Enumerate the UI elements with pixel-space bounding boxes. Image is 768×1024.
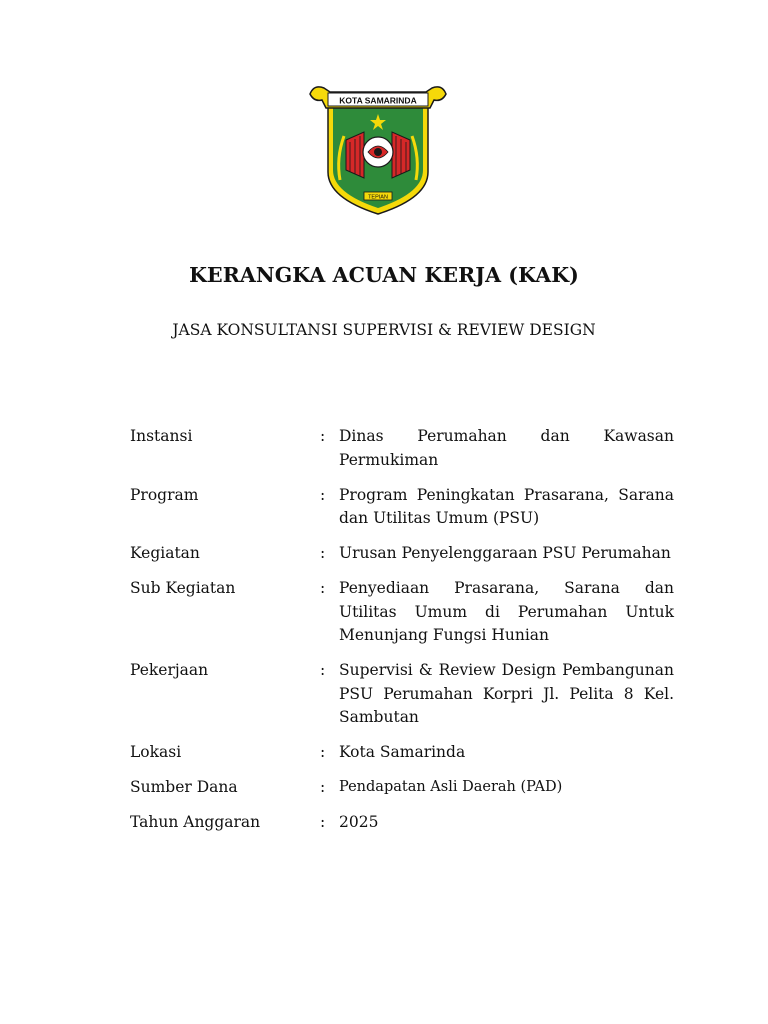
info-separator: : (320, 427, 326, 445)
svg-text:KOTA SAMARINDA: KOTA SAMARINDA (339, 95, 417, 106)
info-row-lokasi (130, 741, 674, 765)
info-label: Program (130, 485, 199, 504)
info-row-sub-kegiatan (130, 577, 674, 648)
info-separator: : (320, 579, 326, 597)
info-value: Supervisi & Review Design Pembangunan PSU Perumahan Korpri Jl. Pelita 8 Kel. Sambutan (339, 661, 674, 726)
info-value: 2025 (339, 813, 379, 831)
info-label: Lokasi (130, 743, 182, 761)
info-separator: : (320, 778, 326, 796)
info-value: Urusan Penyelenggaraan PSU Perumahan (339, 544, 671, 562)
info-value: Dinas Perumahan dan Kawasan Permukiman (339, 427, 674, 469)
info-value: Program Peningkatan Prasarana, Sarana dan Utilitas Umum (PSU) (339, 485, 674, 527)
info-value: Penyediaan Prasarana, Sarana dan Utilitas Umum di Perumahan Untuk Menunjang Fungsi Hunian (339, 579, 674, 644)
document-subtitle: JASA KONSULTANSI SUPERVISI & REVIEW DESIGN (172, 321, 596, 339)
info-separator: : (320, 813, 326, 831)
info-value: Pendapatan Asli Daerah (PAD) (339, 779, 563, 795)
kota-samarinda-logo (306, 80, 450, 216)
info-separator: : (320, 485, 326, 504)
info-row-kegiatan (130, 542, 674, 566)
info-row-tahun-anggaran (130, 811, 674, 835)
info-row-sumber-dana (130, 776, 674, 800)
svg-text:TEPIAN: TEPIAN (368, 194, 388, 201)
info-row-pekerjaan (130, 659, 674, 730)
info-label: Kegiatan (130, 544, 200, 562)
info-separator: : (320, 743, 326, 761)
info-label: Tahun Anggaran (130, 813, 261, 831)
info-value: Kota Samarinda (339, 743, 466, 761)
document-title: KERANGKA ACUAN KERJA (KAK) (189, 263, 579, 287)
info-row-program (130, 484, 674, 531)
coat-of-arms-icon (306, 80, 450, 216)
info-separator: : (320, 544, 326, 562)
info-row-instansi (130, 425, 674, 472)
info-label: Sub Kegiatan (130, 579, 236, 597)
info-label: Pekerjaan (130, 661, 209, 679)
info-label: Sumber Dana (130, 778, 238, 796)
info-label: Instansi (130, 427, 193, 445)
info-table (130, 425, 674, 846)
info-separator: : (320, 661, 326, 679)
